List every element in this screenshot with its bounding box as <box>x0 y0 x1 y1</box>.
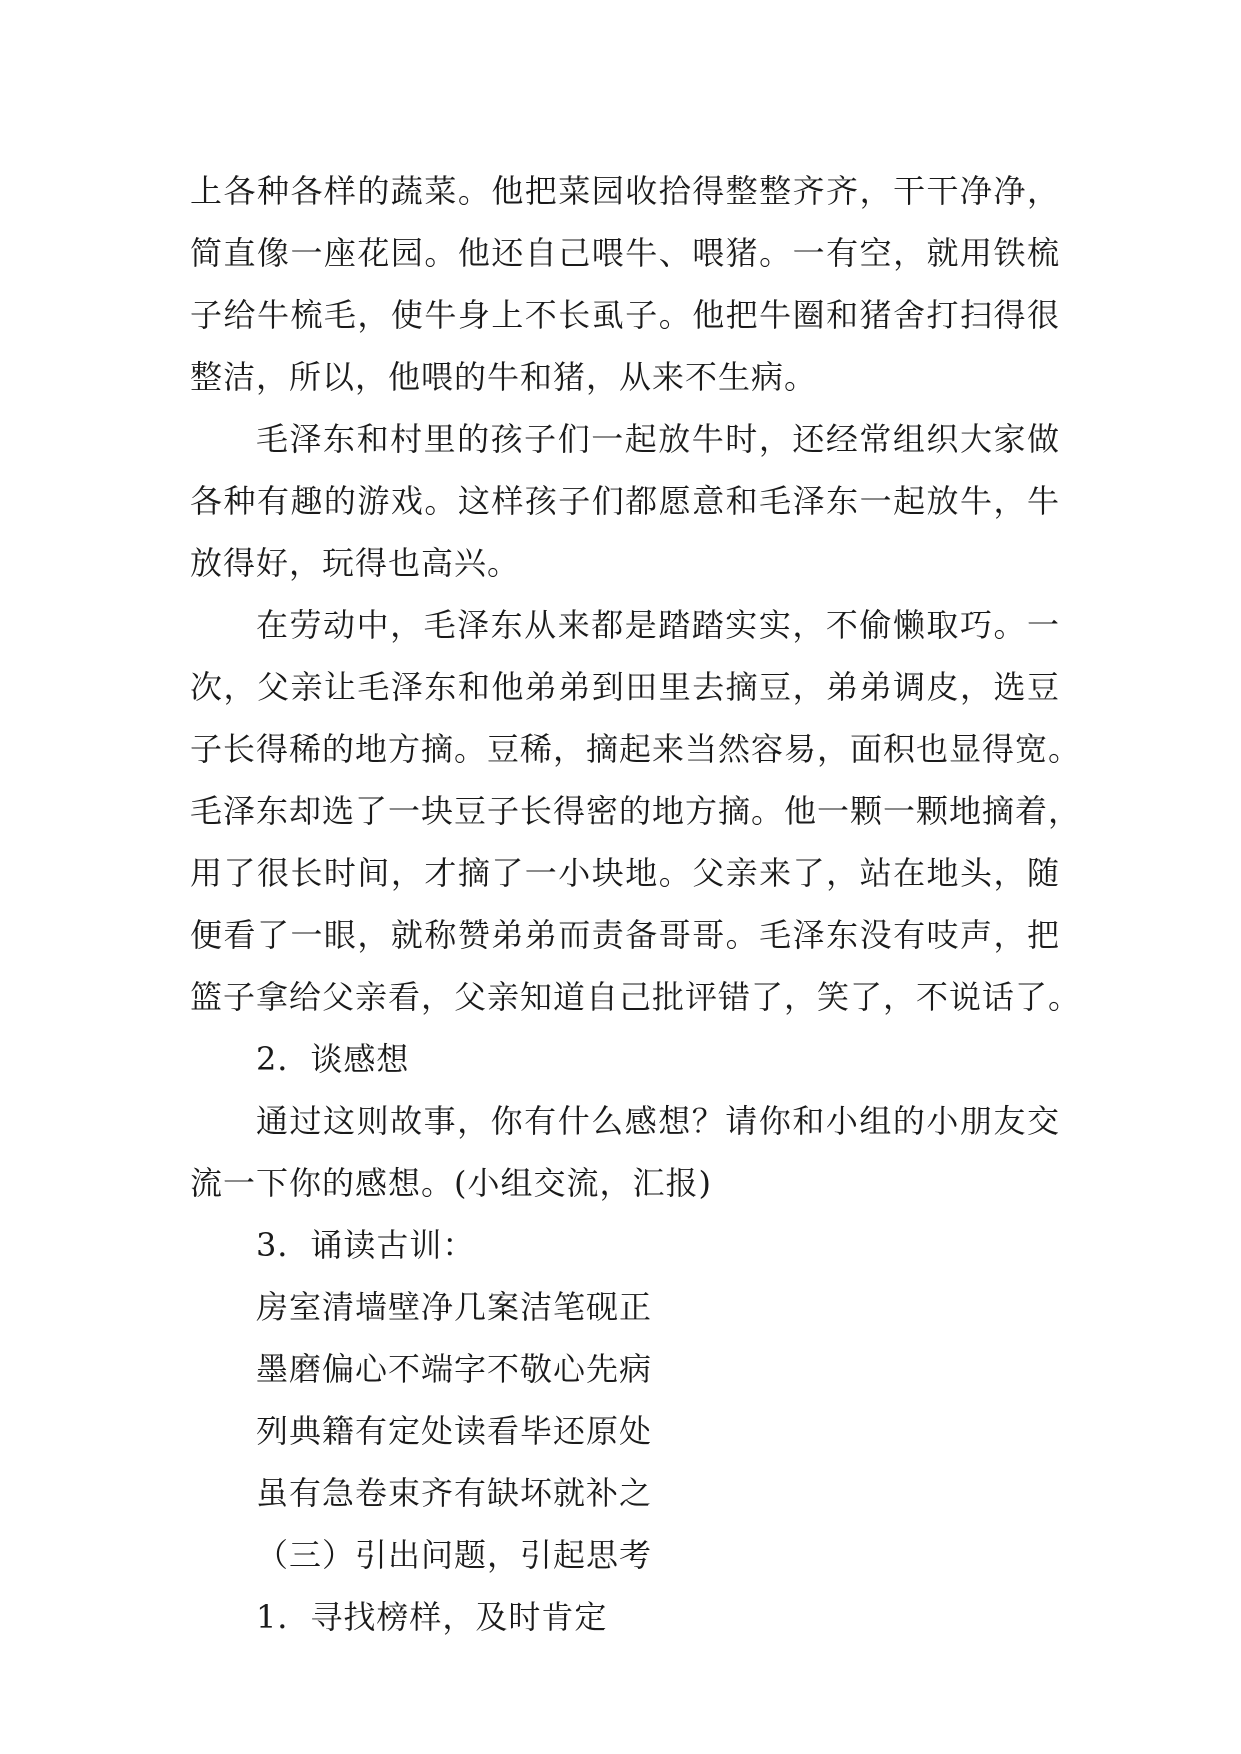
text-line: 2．谈感想 <box>256 1040 410 1078</box>
text-line: 上各种各样的蔬菜。他把菜园收拾得整整齐齐，干干净净， <box>190 172 1060 210</box>
text-line: 次，父亲让毛泽东和他弟弟到田里去摘豆，弟弟调皮，选豆 <box>190 668 1060 706</box>
text-line: 各种有趣的游戏。这样孩子们都愿意和毛泽东一起放牛，牛 <box>190 482 1060 520</box>
text-line: 用了很长时间，才摘了一小块地。父亲来了，站在地头，随 <box>190 854 1060 892</box>
text-line: 墨磨偏心不端字不敬心先病 <box>256 1350 653 1388</box>
text-line: 简直像一座花园。他还自己喂牛、喂猪。一有空，就用铁梳 <box>190 234 1060 272</box>
text-line: 列典籍有定处读看毕还原处 <box>256 1412 653 1450</box>
document-body <box>190 160 1082 1648</box>
text-line: 便看了一眼，就称赞弟弟而责备哥哥。毛泽东没有吱声，把 <box>190 916 1060 954</box>
text-line: 房室清墙壁净几案洁笔砚正 <box>256 1288 653 1326</box>
text-line: 毛泽东却选了一块豆子长得密的地方摘。他一颗一颗地摘着， <box>190 792 1082 830</box>
text-line: 篮子拿给父亲看，父亲知道自己批评错了，笑了，不说话了。 <box>190 978 1082 1016</box>
text-line: （三）引出问题，引起思考 <box>256 1536 653 1574</box>
text-line: 子长得稀的地方摘。豆稀，摘起来当然容易，面积也显得宽。 <box>190 730 1082 768</box>
text-line: 3．诵读古训： <box>256 1226 476 1264</box>
text-line: 子给牛梳毛，使牛身上不长虱子。他把牛圈和猪舍打扫得很 <box>190 296 1060 334</box>
text-line: 整洁，所以，他喂的牛和猪，从来不生病。 <box>190 358 818 396</box>
text-line: 1．寻找榜样，及时肯定 <box>256 1598 608 1636</box>
text-line: 流一下你的感想。(小组交流，汇报) <box>190 1164 712 1202</box>
text-line: 在劳动中，毛泽东从来都是踏踏实实，不偷懒取巧。一 <box>256 606 1060 644</box>
text-line: 毛泽东和村里的孩子们一起放牛时，还经常组织大家做 <box>256 420 1060 458</box>
text-line: 通过这则故事，你有什么感想？请你和小组的小朋友交 <box>256 1102 1060 1140</box>
text-line: 虽有急卷束齐有缺坏就补之 <box>256 1474 653 1512</box>
text-line: 放得好，玩得也高兴。 <box>190 544 521 582</box>
